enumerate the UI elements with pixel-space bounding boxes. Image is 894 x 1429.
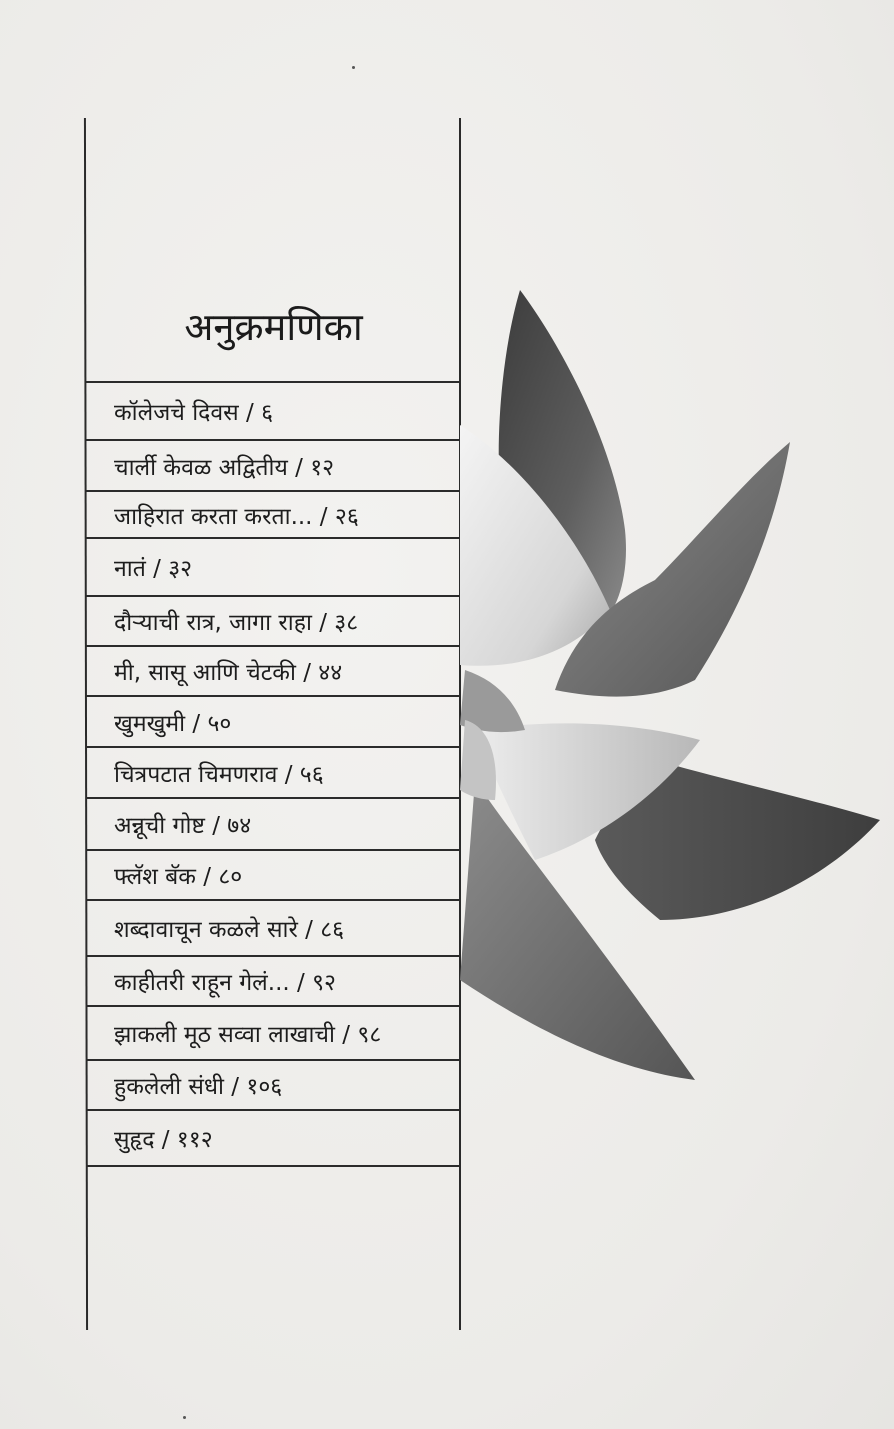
toc-item: कॉलेजचे दिवस / ६ (86, 381, 461, 439)
speck (183, 1416, 186, 1419)
toc-item: नातं / ३२ (86, 537, 461, 595)
toc-item: हुकलेली संधी / १०६ (86, 1059, 461, 1109)
toc-title: अनुक्रमणिका (184, 305, 363, 349)
toc-item: शब्दावाचून कळले सारे / ८६ (86, 899, 461, 955)
toc-item: सुहृद / ११२ (86, 1109, 461, 1167)
toc-item: फ्लॅश बॅक / ८० (86, 849, 461, 899)
toc-item: दौऱ्याची रात्र, जागा राहा / ३८ (86, 595, 461, 645)
toc-item: अन्नूची गोष्ट / ७४ (86, 797, 461, 849)
toc-item: खुमखुमी / ५० (86, 695, 461, 746)
toc-item: काहीतरी राहून गेलं... / ९२ (86, 955, 461, 1005)
toc-item: जाहिरात करता करता... / २६ (86, 490, 461, 537)
speck (352, 66, 355, 69)
toc-item: झाकली मूठ सव्वा लाखाची / ९८ (86, 1005, 461, 1059)
toc-item: चित्रपटात चिमणराव / ५६ (86, 746, 461, 797)
toc-list (86, 381, 461, 1167)
pinwheel-flower-icon (455, 280, 885, 1090)
toc-item: मी, सासू आणि चेटकी / ४४ (86, 645, 461, 695)
toc-item: चार्ली केवळ अद्वितीय / १२ (86, 439, 461, 490)
